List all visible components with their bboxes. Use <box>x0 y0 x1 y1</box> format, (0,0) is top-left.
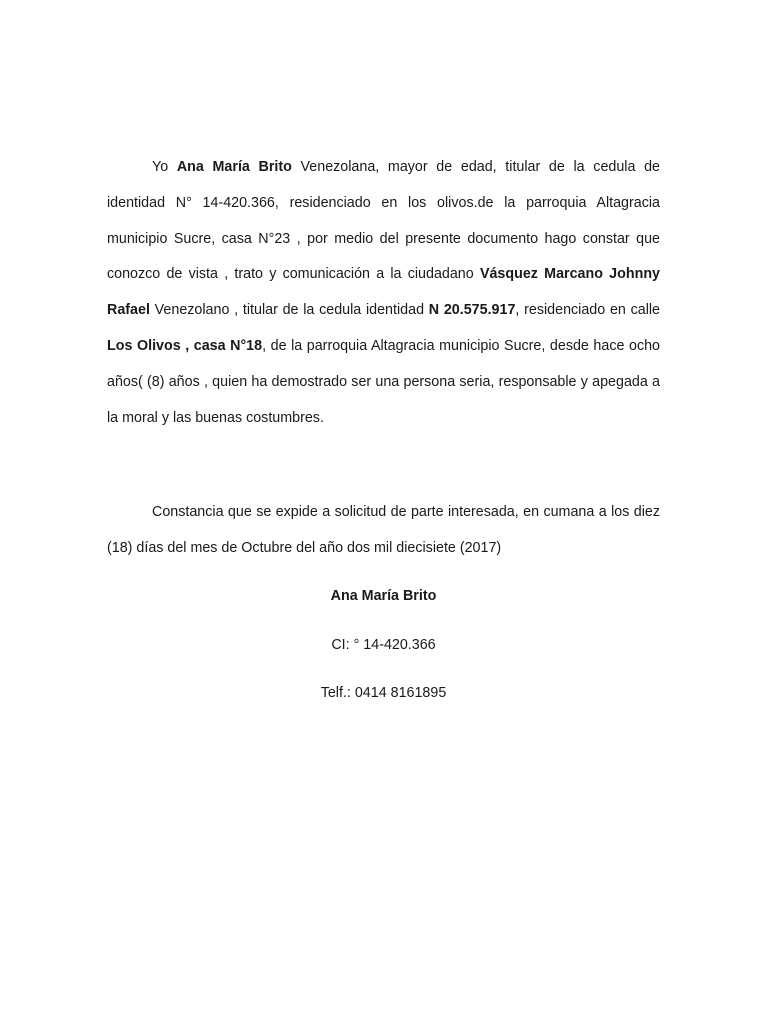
issuance-paragraph: Constancia que se expide a solicitud de parte interesada, en cumana a los diez (18) días del mes de Octubre del año dos mil diecisiete (2017) <box>107 504 660 557</box>
subject-details: Venezolano , titular de la cedula identidad <box>149 302 429 319</box>
subject-id-number: N 20.575.917 <box>428 302 516 319</box>
signer-phone: Telf.: 0414 8161895 <box>320 685 447 701</box>
certification-paragraph <box>107 150 660 436</box>
document-page <box>107 150 661 701</box>
character-statement: , de la parroquia Altagracia municipio Sucre, desde hace ocho años( (8) años , quien ha demostrado ser una persona seria, responsable y apegada a la moral y las buenas costumbres. <box>107 337 660 426</box>
subject-name: Vásquez Marcano Johnny Rafael <box>107 266 661 319</box>
paragraph-spacer <box>107 436 660 495</box>
signer-id: CI: ° 14-420.366 <box>331 637 436 653</box>
residence-intro: , residenciado en calle <box>515 302 660 319</box>
declarant-name: Ana María Brito <box>176 159 292 175</box>
subject-address: Los Olivos , casa N°18 <box>107 337 263 354</box>
intro-text: Yo <box>152 159 177 175</box>
declarant-details: Venezolana, mayor de edad, titular de la cedula de identidad N° 14-420.366, residenciado en los olivos.de la parroquia Altagracia municipio Sucre, casa N°23 , por medio del presente documento hago constar que conozco de vista , trato y comunicación a la ciudadano <box>107 159 660 283</box>
signer-name: Ana María Brito <box>330 588 437 604</box>
